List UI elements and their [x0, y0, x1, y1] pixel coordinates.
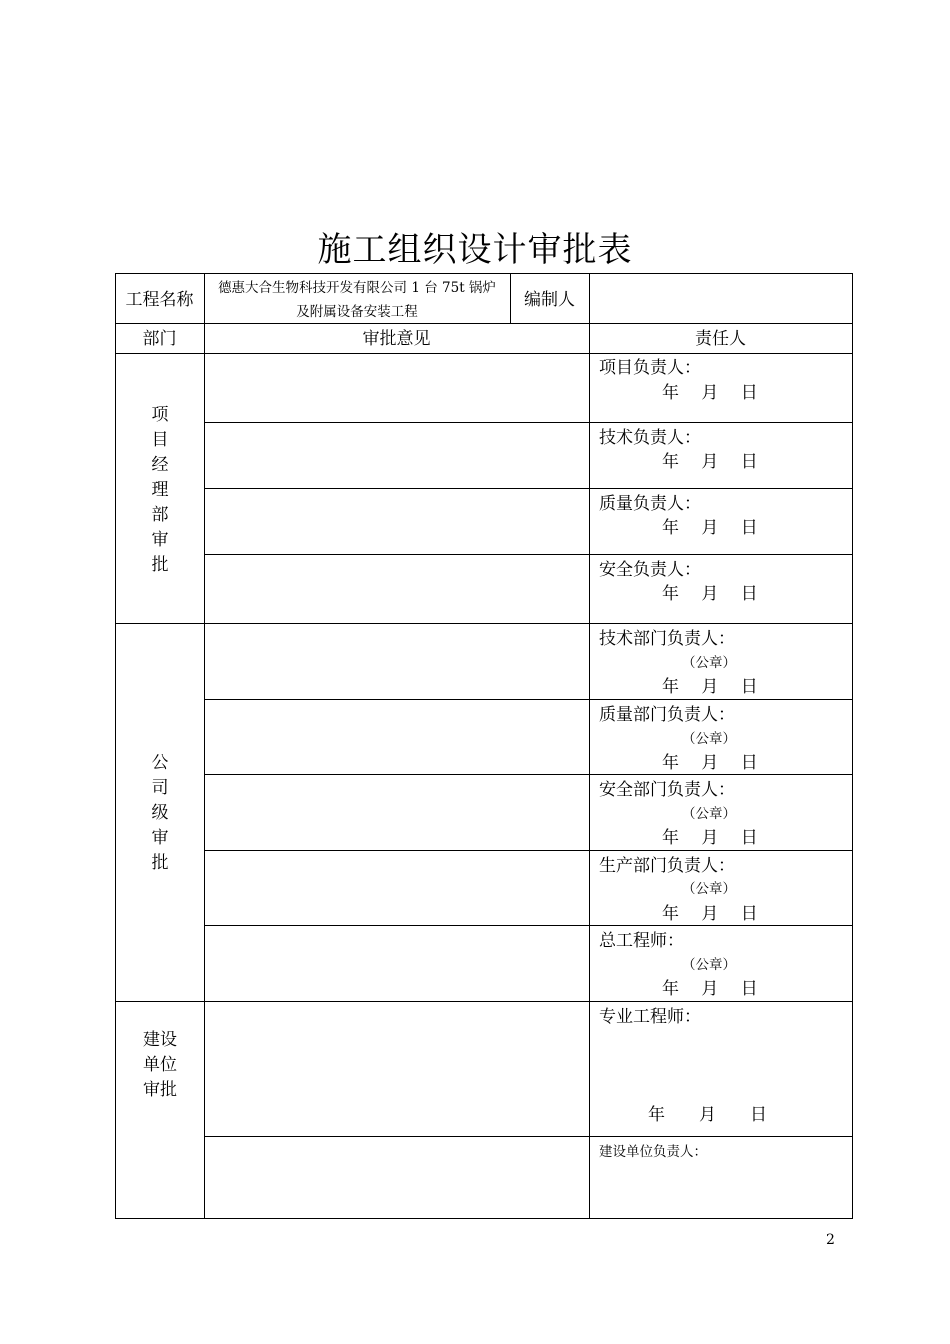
seal-label: （公章） — [682, 881, 736, 897]
project-name-line2: 及附属设备安装工程 — [296, 304, 418, 320]
section-label-project-dept: 项 目 经 理 部 审 批 — [151, 405, 169, 575]
seal-label: （公章） — [682, 957, 736, 973]
role-quality-leader: 质量负责人： — [599, 494, 701, 514]
date-field: 年 月 日 — [662, 452, 758, 472]
column-header-department: 部门 — [142, 329, 177, 349]
role-safety-dept-leader: 安全部门负责人： — [599, 780, 735, 800]
page-number: 2 — [826, 1232, 835, 1248]
seal-label: （公章） — [682, 806, 736, 822]
seal-label: （公章） — [682, 655, 736, 671]
date-field: 年 月 日 — [662, 584, 758, 604]
section-label-company: 公 司 级 审 批 — [151, 753, 169, 873]
date-field: 年 月 日 — [662, 677, 758, 697]
date-field: 年 月 日 — [662, 828, 758, 848]
role-project-leader: 项目负责人： — [599, 358, 701, 378]
compiler-label: 编制人 — [524, 290, 575, 310]
date-field: 年 月 日 — [662, 904, 758, 924]
role-technical-dept-leader: 技术部门负责人： — [599, 629, 735, 649]
column-header-responsible: 责任人 — [695, 329, 746, 349]
role-production-dept-leader: 生产部门负责人： — [599, 856, 735, 876]
role-technical-leader: 技术负责人： — [599, 428, 701, 448]
role-quality-dept-leader: 质量部门负责人： — [599, 705, 735, 725]
date-field: 年 月 日 — [662, 753, 758, 773]
role-safety-leader: 安全负责人： — [599, 560, 701, 580]
date-field: 年 月 日 — [662, 383, 758, 403]
role-professional-engineer: 专业工程师： — [599, 1007, 701, 1027]
role-chief-engineer: 总工程师： — [599, 931, 684, 951]
date-field: 年 月 日 — [662, 979, 758, 999]
project-name-label: 工程名称 — [125, 290, 194, 310]
section-label-client: 建设 单位 审批 — [143, 1030, 177, 1100]
form-title: 施工组织设计审批表 — [317, 230, 633, 270]
date-field: 年 月 日 — [662, 518, 758, 538]
role-client-leader: 建设单位负责人： — [599, 1144, 707, 1160]
date-field: 年 月 日 — [648, 1105, 767, 1125]
column-header-opinion: 审批意见 — [362, 329, 431, 349]
seal-label: （公章） — [682, 731, 736, 747]
project-name-line1: 德惠大合生物科技开发有限公司 1 台 75t 锅炉 — [218, 280, 496, 296]
